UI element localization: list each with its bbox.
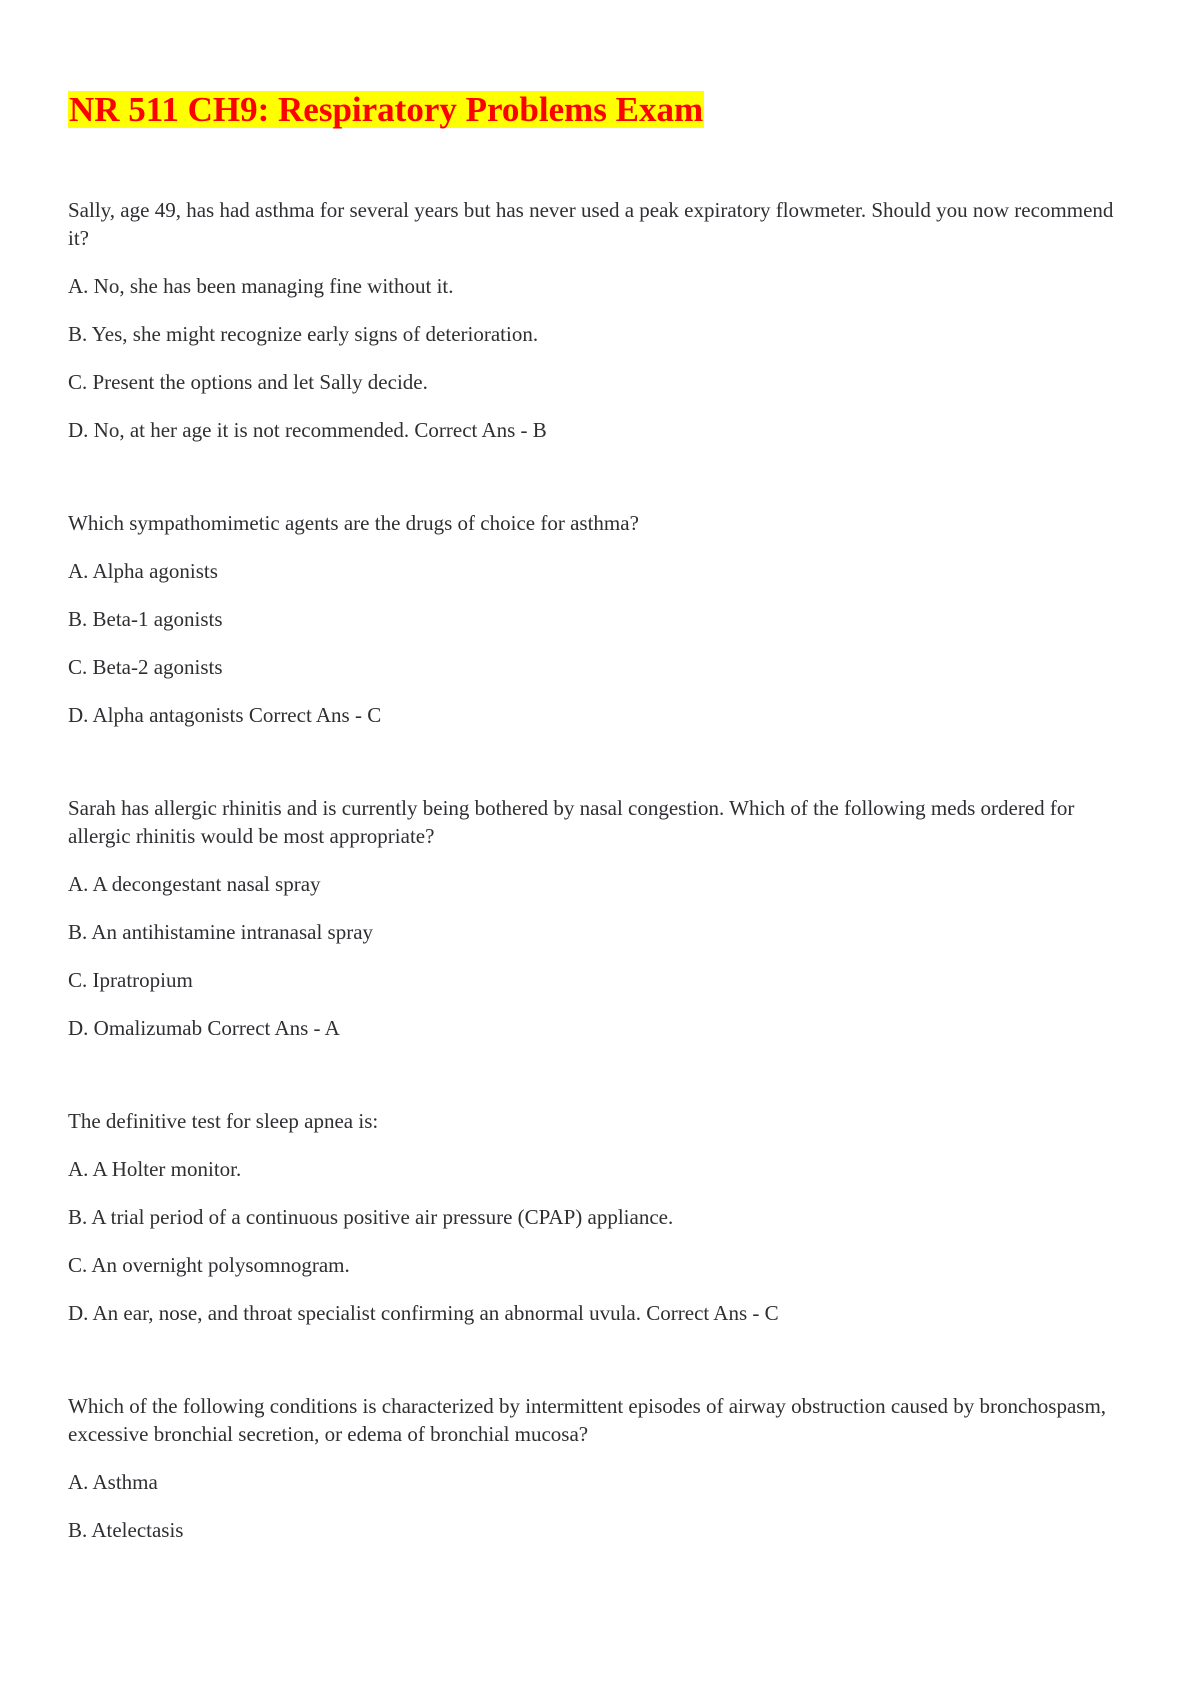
answer-option: D. An ear, nose, and throat specialist confirming an abnormal uvula. Correct Ans - C bbox=[68, 1301, 779, 1325]
document-title: NR 511 CH9: Respiratory Problems Exam bbox=[69, 90, 704, 129]
question-block bbox=[68, 1392, 1128, 1544]
answer-option: A. Alpha agonists bbox=[68, 559, 218, 583]
answer-option: C. Ipratropium bbox=[68, 968, 193, 992]
answer-option: C. Present the options and let Sally decide. bbox=[68, 370, 428, 394]
answer-option: D. Alpha antagonists Correct Ans - C bbox=[68, 703, 382, 727]
question-block bbox=[68, 196, 1128, 444]
question-text: Which of the following conditions is characterized by intermittent episodes of airway obstruction caused by bronchospasm, excessive bronchial secretion, or edema of bronchial mucosa? bbox=[68, 1394, 1107, 1446]
answer-option: A. Asthma bbox=[68, 1470, 158, 1494]
question-text: The definitive test for sleep apnea is: bbox=[68, 1109, 379, 1133]
exam-content bbox=[68, 196, 1128, 1609]
question-text: Which sympathomimetic agents are the drugs of choice for asthma? bbox=[68, 511, 639, 535]
question-text: Sally, age 49, has had asthma for several years but has never used a peak expiratory flowmeter. Should you now recommend it? bbox=[68, 198, 1114, 250]
answer-option: B. An antihistamine intranasal spray bbox=[68, 920, 374, 944]
answer-option: B. Atelectasis bbox=[68, 1518, 184, 1542]
answer-option: A. A decongestant nasal spray bbox=[68, 872, 321, 896]
answer-option: C. Beta-2 agonists bbox=[68, 655, 223, 679]
answer-option: B. A trial period of a continuous positive air pressure (CPAP) appliance. bbox=[68, 1205, 674, 1229]
question-block bbox=[68, 509, 1128, 729]
question-text: Sarah has allergic rhinitis and is currently being bothered by nasal congestion. Which of the following meds ordered for allergic rhinitis would be most appropriate? bbox=[68, 796, 1075, 848]
answer-option: B. Yes, she might recognize early signs of deterioration. bbox=[68, 322, 539, 346]
question-block bbox=[68, 1107, 1128, 1327]
answer-option: C. An overnight polysomnogram. bbox=[68, 1253, 350, 1277]
answer-option: B. Beta-1 agonists bbox=[68, 607, 223, 631]
answer-option: D. No, at her age it is not recommended. Correct Ans - B bbox=[68, 418, 547, 442]
answer-option: A. No, she has been managing fine without it. bbox=[68, 274, 454, 298]
answer-option: A. A Holter monitor. bbox=[68, 1157, 242, 1181]
question-block bbox=[68, 794, 1128, 1042]
answer-option: D. Omalizumab Correct Ans - A bbox=[68, 1016, 340, 1040]
